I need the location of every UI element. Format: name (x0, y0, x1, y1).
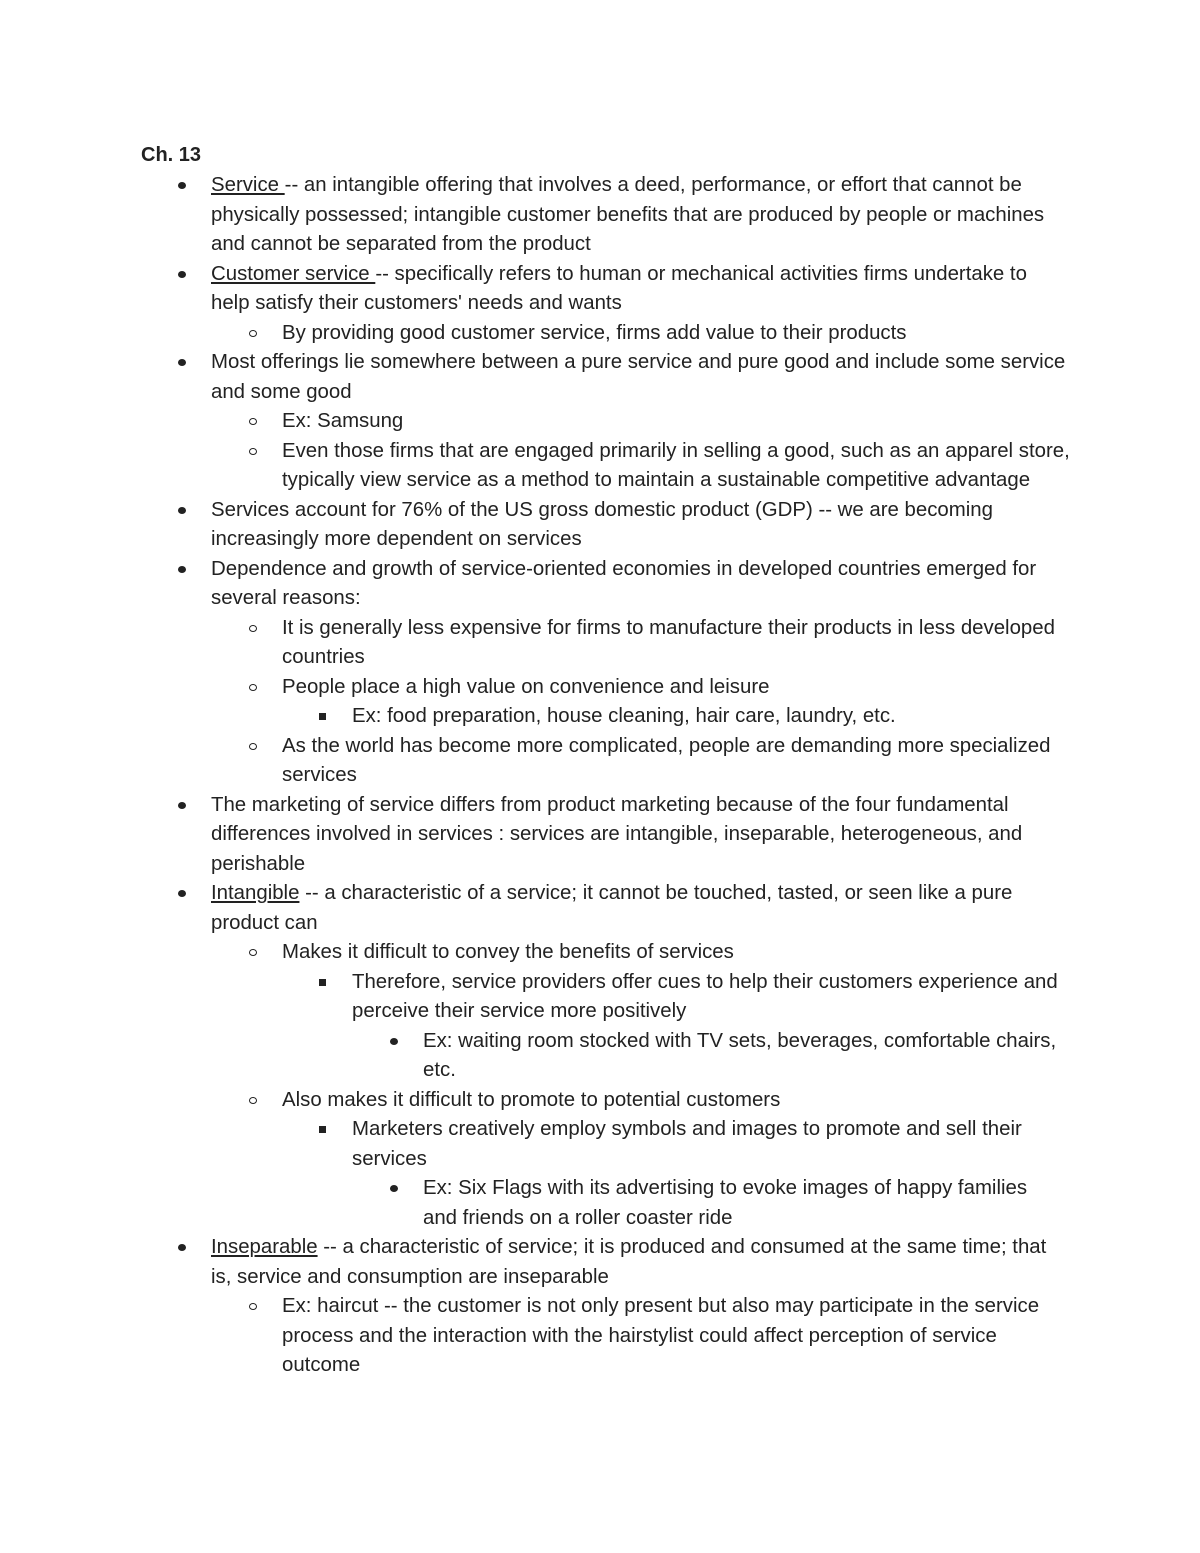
item-text: Ex: Six Flags with its advertising to evoke images of happy families and friends on a roller coaster ride (423, 1177, 1028, 1229)
list-item (282, 1292, 1072, 1381)
bullet-square-icon (319, 713, 326, 720)
bullet-circle-icon (249, 1303, 257, 1310)
item-text: Ex: Samsung (282, 410, 404, 432)
item-text: Ex: waiting room stocked with TV sets, beverages, comfortable chairs, etc. (423, 1029, 1057, 1081)
bullet-circle-icon (249, 1097, 257, 1104)
list-item (282, 407, 1072, 437)
bullet-circle-icon (249, 684, 257, 691)
item-text: Dependence and growth of service-oriented economies in developed countries emerged for several reasons: (211, 557, 1037, 609)
bullet-dot-icon (178, 802, 186, 809)
list-item (282, 732, 1072, 791)
bullet-dot-icon (178, 890, 186, 897)
item-text: Most offerings lie somewhere between a pure service and pure good and include some service and some good (211, 351, 1066, 403)
list-item (211, 171, 1066, 260)
notes-list (0, 171, 1200, 1381)
list-item (282, 1086, 1072, 1116)
bullet-dot-icon (178, 507, 186, 514)
item-text: -- a characteristic of a service; it cannot be touched, tasted, or seen like a pure product can (211, 882, 1013, 934)
item-text: Makes it difficult to convey the benefits of services (282, 941, 734, 963)
bullet-dot-icon (390, 1185, 398, 1192)
bullet-circle-icon (249, 625, 257, 632)
item-text: Ex: food preparation, house cleaning, hair care, laundry, etc. (352, 705, 896, 727)
bullet-dot-icon (178, 566, 186, 573)
item-text: Services account for 76% of the US gross domestic product (GDP) -- we are becoming increasingly more dependent on services (211, 498, 993, 550)
list-item (423, 1174, 1063, 1233)
list-item (211, 791, 1066, 880)
list-item (282, 938, 1072, 968)
item-text: Even those firms that are engaged primarily in selling a good, such as an apparel store, typically view service as a method to maintain a sustainable competitive advantage (282, 439, 1070, 491)
defined-term: Inseparable (211, 1236, 318, 1258)
bullet-dot-icon (178, 182, 186, 189)
item-text: People place a high value on convenience and leisure (282, 675, 770, 698)
list-item (352, 1115, 1067, 1174)
item-text: It is generally less expensive for firms to manufacture their products in less developed countries (282, 616, 1055, 668)
defined-term: Service (211, 174, 285, 196)
list-item (211, 496, 1066, 555)
bullet-dot-icon (178, 271, 186, 278)
bullet-dot-icon (390, 1038, 398, 1045)
list-item (211, 555, 1066, 614)
bullet-square-icon (319, 1126, 326, 1133)
item-text: Ex: haircut -- the customer is not only present but also may participate in the service process and the interaction with the hairstylist could affect perception of service outcome (282, 1295, 1040, 1376)
list-item (282, 437, 1072, 496)
bullet-circle-icon (249, 949, 257, 956)
item-text: As the world has become more complicated, people are demanding more specialized services (282, 734, 1051, 786)
item-text: By providing good customer service, firms add value to their products (282, 321, 907, 344)
chapter-heading: Ch. 13 (141, 144, 202, 166)
item-text: -- an intangible offering that involves a deed, performance, or effort that cannot be physically possessed; intangible customer benefits that are produced by people or machines and cannot be separated from the product (211, 174, 1045, 255)
bullet-circle-icon (249, 418, 257, 425)
defined-term: Intangible (211, 882, 300, 904)
bullet-square-icon (319, 979, 326, 986)
list-item (282, 614, 1072, 673)
bullet-circle-icon (249, 330, 257, 337)
list-item (211, 260, 1066, 319)
list-item (282, 319, 1072, 349)
item-text: -- specifically refers to human or mechanical activities firms undertake to help satisfy their customers' needs and wants (211, 262, 1027, 314)
list-item (211, 879, 1066, 938)
list-item (423, 1027, 1063, 1086)
list-item (352, 968, 1067, 1027)
list-item (211, 348, 1066, 407)
item-text: Also makes it difficult to promote to potential customers (282, 1088, 781, 1111)
item-text: Therefore, service providers offer cues to help their customers experience and perceive their service more positively (352, 970, 1058, 1022)
list-item (282, 673, 1072, 703)
bullet-dot-icon (178, 359, 186, 366)
list-item (352, 702, 1067, 732)
item-text: The marketing of service differs from product marketing because of the four fundamental differences involved in services : services are intangible, inseparable, heterogeneous, and perishable (211, 793, 1023, 875)
defined-term: Customer service (211, 262, 376, 285)
bullet-dot-icon (178, 1244, 186, 1251)
bullet-circle-icon (249, 448, 257, 455)
bullet-circle-icon (249, 743, 257, 750)
item-text: Marketers creatively employ symbols and images to promote and sell their services (352, 1118, 1022, 1170)
list-item (211, 1233, 1066, 1292)
item-text: -- a characteristic of service; it is produced and consumed at the same time; that is, service and consumption are inseparable (211, 1236, 1047, 1288)
